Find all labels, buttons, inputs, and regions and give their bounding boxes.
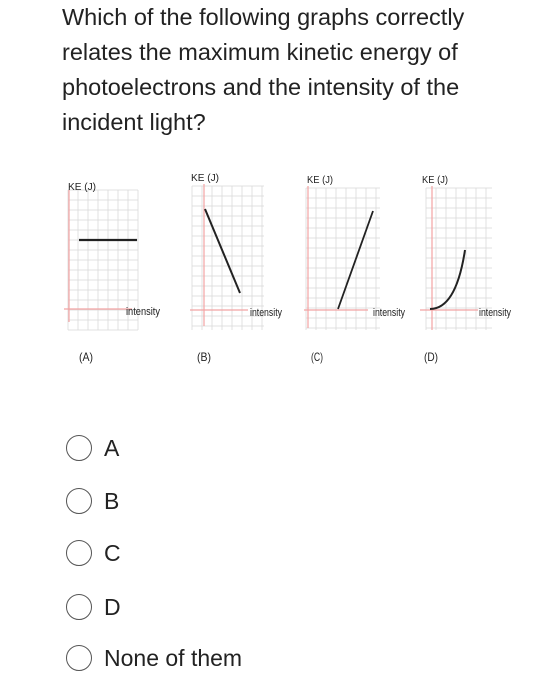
y-axis-label: KE (J) [68,181,96,193]
y-axis-label: KE (J) [422,174,448,186]
y-axis-label: KE (J) [307,174,333,186]
question-line: relates the maximum kinetic energy of [62,39,458,65]
question-line: Which of the following graphs correctly [62,4,465,30]
radio-button[interactable] [66,488,92,514]
graph-d-curve [430,250,465,309]
x-axis-label: intensity [479,307,512,319]
option-b[interactable] [66,481,366,521]
radio-button[interactable] [66,594,92,620]
option-none[interactable] [66,638,366,678]
x-axis-label: intensity [126,306,161,318]
option-c[interactable] [66,533,366,573]
graph-b-svg [182,166,292,372]
y-axis-label: KE (J) [191,172,219,184]
option-d[interactable] [66,587,366,627]
option-label: A [104,434,120,461]
graph-c [298,168,410,372]
graph-d [416,170,542,372]
radio-button[interactable] [66,645,92,671]
question-line: photoelectrons and the intensity of the [62,74,460,100]
x-axis-label: intensity [373,307,406,319]
option-a[interactable] [66,428,366,468]
graph-a-svg [60,172,170,372]
graph-caption: (B) [197,350,211,364]
radio-button[interactable] [66,540,92,566]
graph-b-curve [205,209,240,293]
graph-b [182,166,292,372]
radio-button[interactable] [66,435,92,461]
option-label: C [104,539,121,566]
option-label: None of them [104,644,243,671]
graph-grid [306,188,380,330]
x-axis-label: intensity [250,307,283,319]
question-text [62,0,532,140]
graph-caption: (D) [424,350,438,364]
option-label: B [104,487,120,514]
question-line: incident light? [62,109,206,135]
graph-caption: (C) [311,350,323,364]
graph-caption: (A) [79,350,93,364]
graph-d-svg [416,170,542,372]
graph-c-curve [338,211,373,309]
graph-a [60,172,170,372]
option-label: D [104,593,121,620]
graph-c-svg [298,168,410,372]
